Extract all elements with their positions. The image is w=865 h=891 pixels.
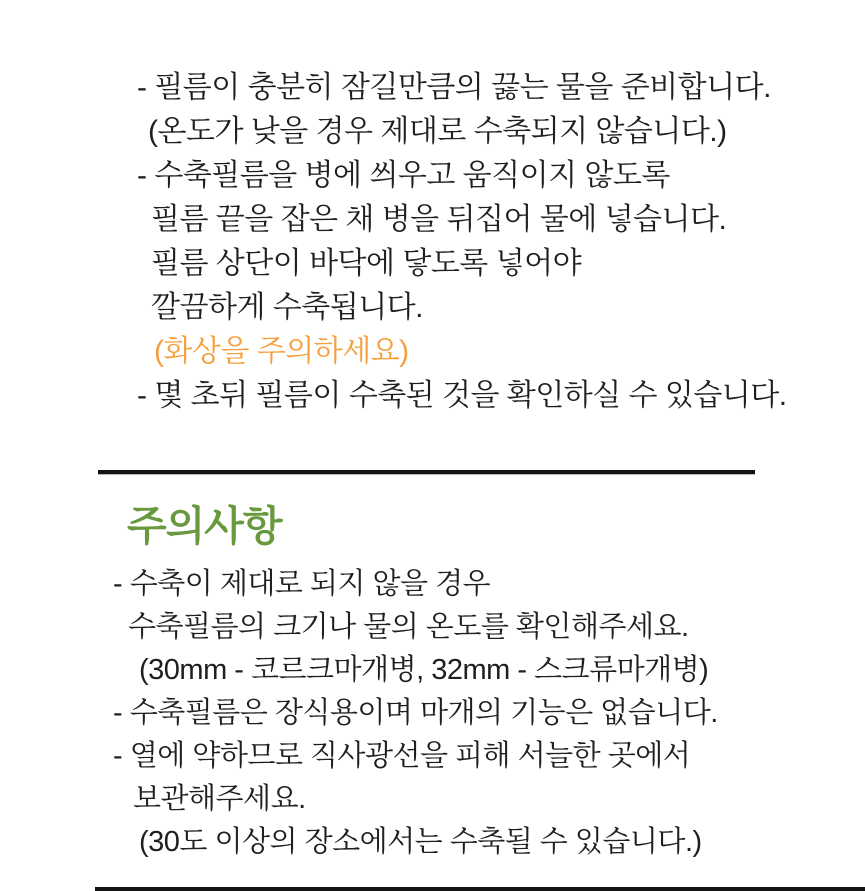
text-line: 수축필름의 크기나 물의 온도를 확인해주세요.: [128, 611, 689, 643]
text-line: - 필름이 충분히 잠길만큼의 끓는 물을 준비합니다.: [137, 71, 771, 104]
text-line: - 수축이 제대로 되지 않을 경우: [113, 568, 491, 600]
next-section-divider: [95, 887, 865, 891]
cautions-list: [0, 563, 865, 864]
text-line: 필름 끝을 잡은 채 병을 뒤집어 물에 넣습니다.: [151, 203, 727, 236]
text-line: - 수축필름은 장식용이며 마개의 기능은 없습니다.: [113, 697, 718, 729]
text-line: 필름 상단이 바닥에 닿도록 넣어야: [151, 247, 582, 280]
text-line: (온도가 낮을 경우 제대로 수축되지 않습니다.): [148, 115, 727, 148]
text-line: - 몇 초뒤 필름이 수축된 것을 확인하실 수 있습니다.: [137, 379, 787, 412]
text-line: 깔끔하게 수축됩니다.: [151, 291, 423, 324]
section-divider: [98, 470, 755, 474]
text-line: - 열에 약하므로 직사광선을 피해 서늘한 곳에서: [113, 740, 691, 772]
text-line: - 수축필름을 병에 씌우고 움직이지 않도록: [137, 159, 670, 192]
text-line: 보관해주세요.: [133, 783, 306, 815]
text-line: (30도 이상의 장소에서는 수축될 수 있습니다.): [139, 826, 702, 858]
usage-instructions-list: [0, 66, 865, 418]
text-line: (30mm - 코르크마개병, 32mm - 스크류마개병): [139, 654, 709, 686]
text-line: (화상을 주의하세요): [154, 335, 409, 368]
cautions-heading: 주의사항: [127, 503, 282, 549]
